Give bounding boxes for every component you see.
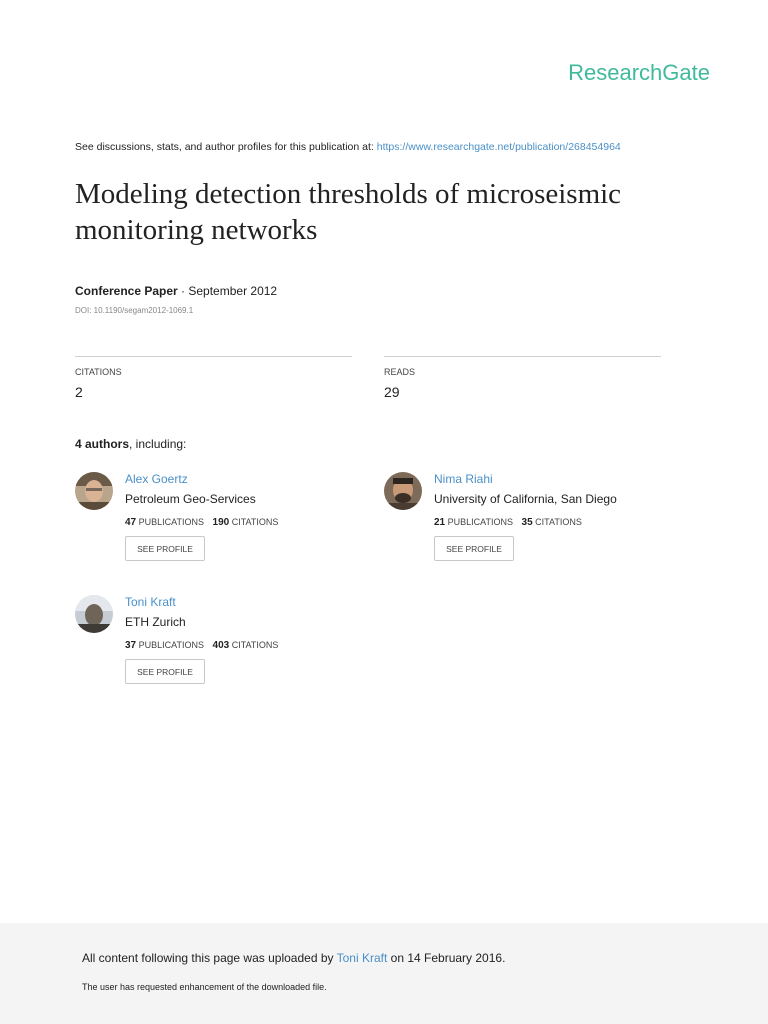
author-avatar[interactable] (75, 472, 113, 510)
researchgate-logo[interactable]: ResearchGate (568, 60, 710, 85)
authors-count: 4 authors (75, 437, 130, 451)
author-publications-count: 37 (125, 640, 137, 651)
publication-doi: DOI: 10.1190/segam2012-1069.1 (75, 306, 194, 315)
see-profile-button[interactable]: SEE PROFILE (434, 536, 514, 561)
date-separator: · (177, 284, 189, 298)
author-stats (125, 517, 278, 528)
citations-label: CITATIONS (75, 367, 122, 377)
publications-label: PUBLICATIONS (138, 640, 204, 650)
citations-value: 2 (75, 384, 83, 400)
author-photo-icon (75, 595, 113, 633)
author-citations-count: 403 (212, 640, 230, 651)
author-avatar[interactable] (75, 595, 113, 633)
author-publications-count: 47 (125, 517, 137, 528)
author-photo-icon (384, 472, 422, 510)
publications-label: PUBLICATIONS (138, 517, 204, 527)
author-name-link[interactable]: Nima Riahi (434, 472, 493, 486)
citations-label: CITATIONS (231, 640, 279, 650)
author-avatar[interactable] (384, 472, 422, 510)
citations-stat (75, 356, 352, 400)
citations-label: CITATIONS (535, 517, 582, 527)
citations-label: CITATIONS (231, 517, 279, 527)
authors-suffix: , including: (129, 437, 187, 451)
publication-title: Modeling detection thresholds of microseismic monitoring networks (75, 178, 622, 246)
author-name-link[interactable]: Alex Goertz (125, 472, 188, 486)
upload-prefix: All content following this page was uploaded by (82, 951, 337, 965)
publications-label: PUBLICATIONS (447, 517, 513, 527)
reads-stat (384, 356, 661, 400)
reads-value: 29 (384, 384, 400, 400)
author-institution: University of California, San Diego (434, 492, 617, 506)
author-name-link[interactable]: Toni Kraft (125, 595, 176, 609)
upload-suffix: on 14 February 2016. (387, 951, 506, 965)
author-publications-count: 21 (434, 517, 446, 528)
publication-url-link[interactable]: https://www.researchgate.net/publication/268454964 (376, 141, 621, 153)
author-citations-count: 190 (212, 517, 230, 528)
author-institution: Petroleum Geo-Services (125, 492, 256, 506)
intro-text: See discussions, stats, and author profiles for this publication at: (75, 141, 377, 153)
author-institution: ETH Zurich (125, 615, 186, 629)
upload-notice (82, 951, 505, 965)
author-citations-count: 35 (521, 517, 533, 528)
intro-line (75, 141, 621, 153)
footer (0, 923, 768, 1024)
author-stats (125, 640, 278, 651)
see-profile-button[interactable]: SEE PROFILE (125, 659, 205, 684)
publication-type: Conference Paper (75, 284, 178, 298)
see-profile-button[interactable]: SEE PROFILE (125, 536, 205, 561)
reads-label: READS (384, 367, 416, 377)
author-stats (434, 517, 582, 528)
publication-date: September 2012 (188, 284, 278, 298)
authors-heading (75, 437, 186, 451)
request-notice: The user has requested enhancement of the downloaded file. (82, 982, 327, 992)
uploader-link[interactable]: Toni Kraft (336, 951, 388, 965)
publication-type-line (75, 284, 277, 298)
author-photo-icon (75, 472, 113, 510)
